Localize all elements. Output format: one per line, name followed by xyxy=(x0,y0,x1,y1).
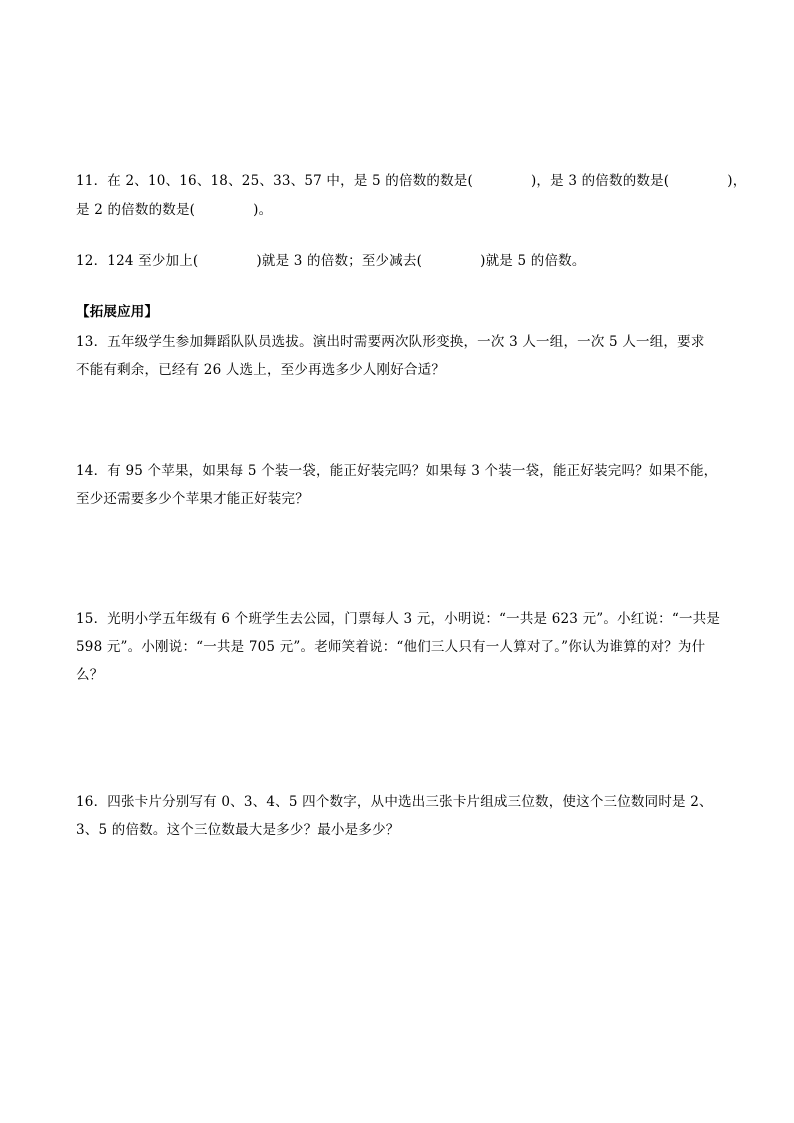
question-15-line-1: 15．光明小学五年级有 6 个班学生去公园，门票每人 3 元，小明说：“一共是 623 元”。小红说：“一共是 xyxy=(76,611,721,627)
question-11-line-1 xyxy=(76,171,747,191)
question-12-text-b: )就是 3 的倍数；至少减去( xyxy=(256,253,423,269)
question-12-text-c: )就是 5 的倍数。 xyxy=(480,253,586,269)
question-15-line-2: 598 元”。小刚说：“一共是 705 元”。老师笑着说：“他们三人只有一人算对了。”你认为谁算的对？为什 xyxy=(76,639,706,655)
question-11-text-e: )。 xyxy=(253,202,273,218)
question-13-line-1: 13．五年级学生参加舞蹈队队员选拔。演出时需要两次队形变换，一次 3 人一组，一次 5 人一组，要求 xyxy=(76,334,705,350)
question-12-text-a: 12．124 至少加上( xyxy=(76,253,199,269)
question-15-line-3: 么？ xyxy=(76,667,104,683)
question-12-line xyxy=(76,251,724,271)
question-16-line-2: 3、5 的倍数。这个三位数最大是多少？最小是多少？ xyxy=(76,822,400,838)
question-11-line-2 xyxy=(76,200,724,220)
question-14-line-1: 14．有 95 个苹果，如果每 5 个装一袋，能正好装完吗？如果每 3 个装一袋，能正好装完吗？如果不能， xyxy=(76,463,718,479)
question-11-text-a: 11．在 2、10、16、18、25、33、57 中，是 5 的倍数的数是( xyxy=(76,173,473,189)
section-title: 【拓展应用】 xyxy=(76,304,159,320)
question-14-line-2: 至少还需要多少个苹果才能正好装完？ xyxy=(76,491,309,507)
question-13-line-2: 不能有剩余，已经有 26 人选上，至少再选多少人刚好合适？ xyxy=(76,362,446,378)
question-11-text-b: )，是 3 的倍数的数是( xyxy=(530,173,670,189)
question-16-line-1: 16．四张卡片分别写有 0、3、4、5 四个数字，从中选出三张卡片组成三位数，使这个三位数同时是 2、 xyxy=(76,794,713,810)
question-11-text-c: )， xyxy=(727,173,747,189)
question-11-text-d: 是 2 的倍数的数是( xyxy=(76,202,196,218)
